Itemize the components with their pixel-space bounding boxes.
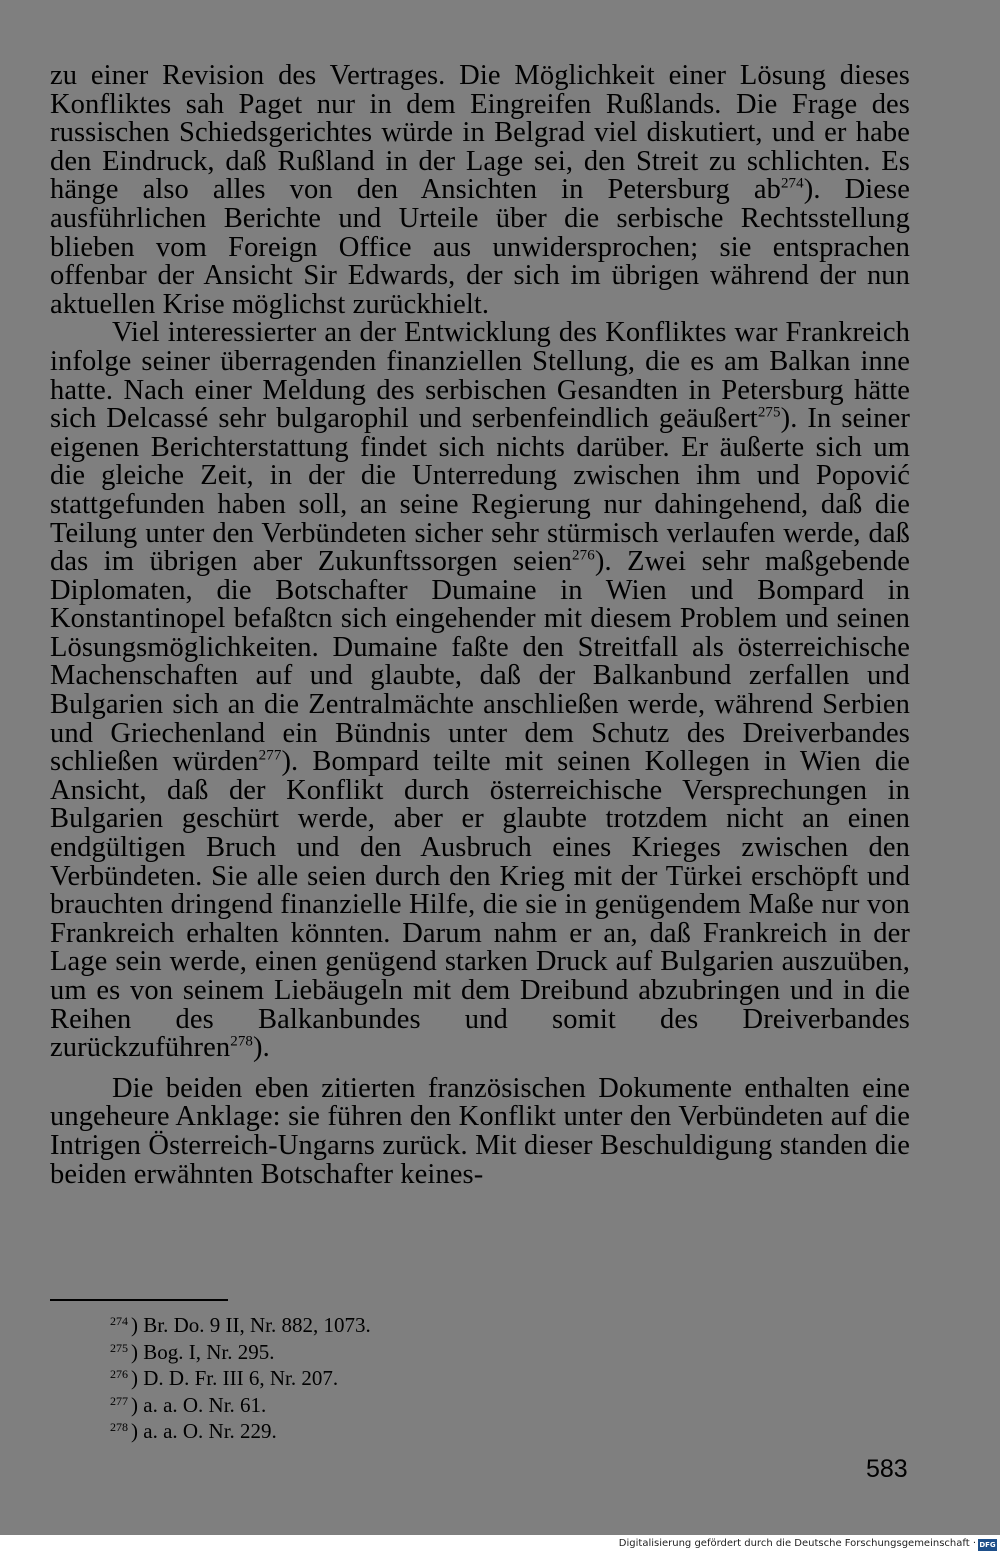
footnote-text: Bog. I, Nr. 295. [143, 1339, 275, 1364]
footnote-text: a. a. O. Nr. 229. [143, 1419, 277, 1443]
text-segment: ). Diese ausführlichen Berichte und Urteile über die serbische Rechtsstellung blieben vom Foreign Office aus unwidersprochen; sie entsprachen offenbar der Ansicht Sir Edwards, der sich im übrigen während der nun aktuellen Krise möglichst zurückhielt. [50, 174, 910, 320]
footnote-text: Br. Do. 9 II, Nr. 882, 1073. [143, 1313, 371, 1337]
text-segment: ). Bompard teilte mit seinen Kollegen in Wien die Ansicht, daß der Konflikt durch österreichische Versprechungen in Bulgarien geschürt werde, aber er glaubte trotzdem nicht an einen endgültigen Bruch und den Ausbruch eines Krieges zwischen den Verbündeten. Sie alle seien durch den Krieg mit der Türkei erschöpft und brauchten dringend finanzielle Hilfe, die sie in genügendem Maße nur von Frankreich erhalten könnten. Darum nahm er an, daß Frankreich in der Lage sein werde, einen genügend starken Druck auf Bulgarien auszuüben, um es von seinem Liebäugeln mit dem Dreibund abzubringen und in die Reihen des Balkanbundes und somit des Dreiverbandes zurückzuführen [50, 746, 910, 1064]
footnote: $^{277}$ ) a. a. O. Nr. 61. [110, 1392, 267, 1417]
paragraph-3 [50, 1072, 910, 1190]
footnote-number: 277 [110, 1393, 128, 1408]
text-segment: Viel interessierter an der Entwicklung des Konfliktes war Frankreich infolge seiner überragenden finanziellen Stellung, die es am Balkan inne hatte. Nach einer Meldung des serbischen Gesandten in Petersburg hätte sich Delcassé sehr bulgarophil und serbenfeindlich geäußert [50, 317, 910, 435]
footnote: $^{274}$ ) Br. Do. 9 II, Nr. 882, 1073. [110, 1313, 371, 1337]
text-segment: ). [253, 1032, 270, 1064]
footnote-text: a. a. O. Nr. 61. [143, 1392, 267, 1417]
footnote-ref[interactable]: 275 [757, 404, 781, 421]
dfg-logo-icon[interactable]: DFG [979, 1541, 996, 1549]
text-segment: ). Zwei sehr maßgebende Diplomaten, die Botschafter Dumaine in Wien und Bompard in Konstantinopel befaßtcn sich eingehender mit diesem Problem und seinen Lösungsmöglichkeiten. Dumaine faßte den Streitfall als österreichische Machenschaften auf und glaubte, daß der Balkanbund zerfallen und Bulgarien sich an die Zentralmächte anschließen werde, während Serbien und Griechenland ein Bündnis unter dem Schutz des Dreiverbandes schließen würden [50, 546, 910, 778]
body-text [50, 62, 910, 1189]
paragraph-2 [50, 319, 910, 1062]
footnote-number: 275 [110, 1340, 128, 1355]
footnote-divider [50, 1299, 228, 1301]
footnote-ref[interactable]: 276 [572, 547, 595, 564]
funding-credit: Digitalisierung gefördert durch die Deutsche Forschungsgemeinschaft · [618, 1538, 976, 1549]
text-segment: ). In seiner eigenen Berichterstattung findet sich nichts darüber. Er äußerte sich um die gleiche Zeit, in der die Unterredung zwischen ihm und Popović stattgefunden haben soll, an seine Regierung nur dahingehend, daß die Teilung unter den Verbündeten sicher sehr stürmisch verlaufen werde, daß das im übrigen aber Zukunftssorgen seien [50, 403, 911, 578]
footnote: $^{276}$ ) D. D. Fr. III 6, Nr. 207. [110, 1366, 339, 1390]
footnote-number: 276 [110, 1367, 128, 1381]
footnote-ref[interactable]: 274 [780, 175, 804, 192]
digitization-footer [0, 1535, 1000, 1555]
footnote-ref[interactable]: 278 [230, 1033, 254, 1050]
text-segment: zu einer Revision des Vertrages. Die Möglichkeit einer Lösung dieses Konfliktes sah Paget nur in dem Eingreifen Rußlands. Die Frage des russischen Schiedsgerichtes würde in Belgrad viel diskutiert, und er habe den Eindruck, daß Rußland in der Lage sei, den Streit zu schlichten. Es hänge also alles von den Ansichten in Petersburg ab [50, 60, 910, 206]
paragraph-1 [50, 62, 910, 319]
footnote: $^{275}$ ) Bog. I, Nr. 295. [110, 1339, 275, 1364]
footnote-ref[interactable]: 277 [258, 747, 282, 764]
footnote: $^{278}$ ) a. a. O. Nr. 229. [110, 1419, 277, 1443]
footnote-number: 278 [110, 1420, 128, 1434]
footnotes [110, 1310, 371, 1443]
footnote-number: 274 [110, 1314, 128, 1328]
page-number: 583 [866, 1455, 908, 1483]
footnote-text: D. D. Fr. III 6, Nr. 207. [143, 1366, 339, 1390]
text-segment: Die beiden eben zitierten französischen Dokumente enthalten eine ungeheure Anklage: sie führen den Konflikt unter den Verbündeten auf die Intrigen Österreich-Ungarns zurück. Mit dieser Beschuldigung standen die beiden erwähnten Botschafter keines- [50, 1072, 910, 1190]
